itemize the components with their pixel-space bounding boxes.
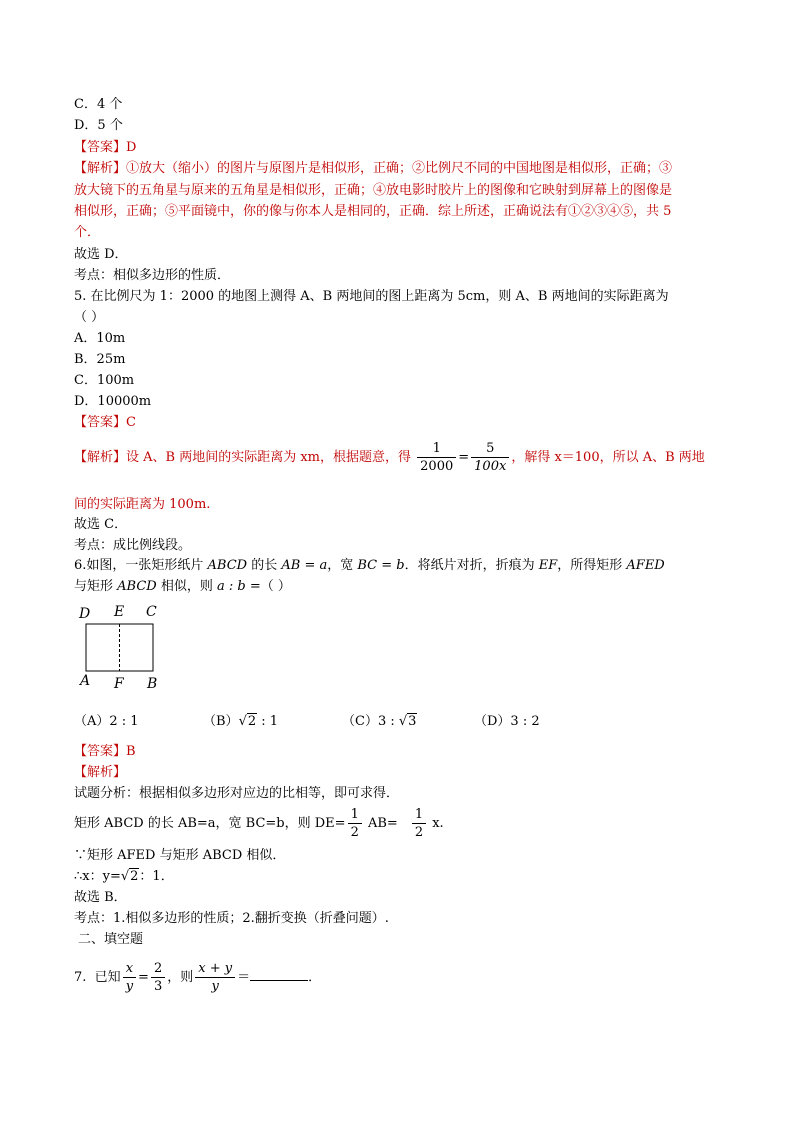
analysis-text: ①放大（缩小）的图片与原图片是相似形，正确；②比例尺不同的中国地图是相似形，正确；③ (126, 161, 673, 176)
label-a: A (80, 673, 91, 689)
sqrt-2: √2 (120, 869, 139, 884)
answer-tag: 【答案】 (74, 744, 127, 759)
section-heading: 二、填空题 (78, 932, 144, 947)
q7-stem: 7. 已知 $\frac{x}{y}$ = $\frac{2}{3}$ ，则 $\frac{x + y}{y}$ ＝ ． (74, 961, 322, 994)
q4-option-c: C．4 个 (74, 97, 123, 112)
answer-value: D (126, 140, 137, 155)
q5-answer (74, 414, 136, 432)
label-e: E (114, 604, 125, 620)
q6-option-d: （D）3 : 2 (474, 714, 540, 729)
fraction-2-over-3: $\frac{2}{3}$ (151, 960, 165, 995)
sqrt-3: √3 (398, 714, 417, 729)
q6-option-a: （A）2 : 1 (74, 714, 139, 729)
q4-analysis-line4: 个． (74, 225, 101, 240)
q6-point: 考点：1.相似多边形的性质；2.翻折变换（折叠问题）. (74, 911, 389, 926)
label-b: B (147, 676, 158, 692)
q5-option-a: A．10m (74, 331, 126, 346)
q5-option-b: B．25m (74, 352, 126, 367)
rectangle-fold-figure (74, 600, 174, 695)
q4-point: 考点：相似多边形的性质． (74, 268, 231, 283)
sqrt-2: √2 (238, 714, 257, 729)
q5-choose: 故选 C． (74, 517, 128, 532)
q6-analysis-tag: 【解析】 (74, 765, 127, 780)
fraction-xy-over-y: $\frac{x + y}{y}$ (195, 960, 235, 995)
analysis-tag: 【解析】 (74, 161, 127, 176)
fraction-x-over-y: $\frac{x}{y}$ (123, 960, 136, 995)
fraction-1-over-2000: $\frac{1}{2000}$ (417, 440, 456, 475)
fraction-half: $\frac{1}{2}$ (348, 806, 362, 841)
answer-tag: 【答案】 (74, 140, 127, 155)
q6-option-c: （C）3 : √3 (342, 714, 417, 729)
q5-analysis-line2: 间的实际距离为 100m. (74, 497, 211, 512)
q5-stem-line2: （ ） (74, 310, 105, 325)
analysis-text-pre: 设 A、B 两地间的实际距离为 xm，根据题意，得 (126, 450, 412, 465)
q6-analysis-line1: 试题分析：根据相似多边形对应边的比相等，即可求得． (74, 786, 400, 801)
q6-answer (74, 743, 136, 761)
answer-blank[interactable] (250, 968, 308, 981)
q6-stem-line2: 与矩形 ABCD 相似，则 a : b =（ ） (74, 579, 291, 594)
analysis-tag: 【解析】 (74, 450, 127, 465)
q4-analysis-line3: 相似形，正确；⑤平面镜中，你的像与你本人是相同的，正确．综上所述，正确说法有①②③④⑤，共 5 (74, 204, 672, 219)
q6-option-b: （B）√2 : 1 (203, 714, 279, 729)
q4-analysis-line1 (74, 160, 672, 178)
q6-analysis-line4: ∴x：y=√2：1． (74, 869, 174, 884)
analysis-text-post: ，解得 x＝100，所以 A、B 两地 (511, 450, 705, 465)
q4-option-d: D．5 个 (74, 118, 123, 133)
q6-choose: 故选 B． (74, 890, 127, 905)
fraction-5-over-100x: $\frac{5}{100x}$ (471, 440, 509, 475)
label-f: F (114, 676, 124, 692)
q5-analysis-line1: 【解析】设 A、B 两地间的实际距离为 xm，根据题意，得 $\frac{1}{2000}$ = $\frac{5}{100x}$ ，解得 x＝100，所以 A、B 两地 (74, 441, 705, 474)
q5-stem-line1: 5. 在比例尺为 1：2000 的地图上测得 A、B 两地间的图上距离为 5cm，则 A、B 两地间的实际距离为 (74, 289, 669, 304)
label-d: D (79, 606, 91, 622)
q5-point: 考点：成比例线段。 (74, 538, 192, 553)
q6-stem-line1: 6.如图，一张矩形纸片 ABCD 的长 AB = a，宽 BC = b．将纸片对折，折痕为 EF，所得矩形 AFED (74, 558, 665, 573)
answer-value: C (126, 415, 136, 430)
answer-value: B (126, 744, 136, 759)
q6-analysis-line3: ∵矩形 AFED 与矩形 ABCD 相似． (74, 848, 286, 863)
q4-analysis-line2: 放大镜下的五角星与原来的五角星是相似形，正确；④放电影时胶片上的图像和它映射到屏幕上的图像是 (74, 183, 673, 198)
q4-choose: 故选 D． (74, 247, 128, 262)
fraction-half: $\frac{1}{2}$ (412, 806, 426, 841)
q4-answer (74, 139, 136, 157)
q5-option-c: C．100m (74, 373, 135, 388)
label-c: C (146, 604, 157, 620)
q6-analysis-line2: 矩形 ABCD 的长 AB=a，宽 BC=b，则 DE= $\frac{1}{2}$ AB= $\frac{1}{2}$ x. (74, 807, 444, 840)
answer-tag: 【答案】 (74, 415, 127, 430)
q5-option-d: D．10000m (74, 394, 152, 409)
